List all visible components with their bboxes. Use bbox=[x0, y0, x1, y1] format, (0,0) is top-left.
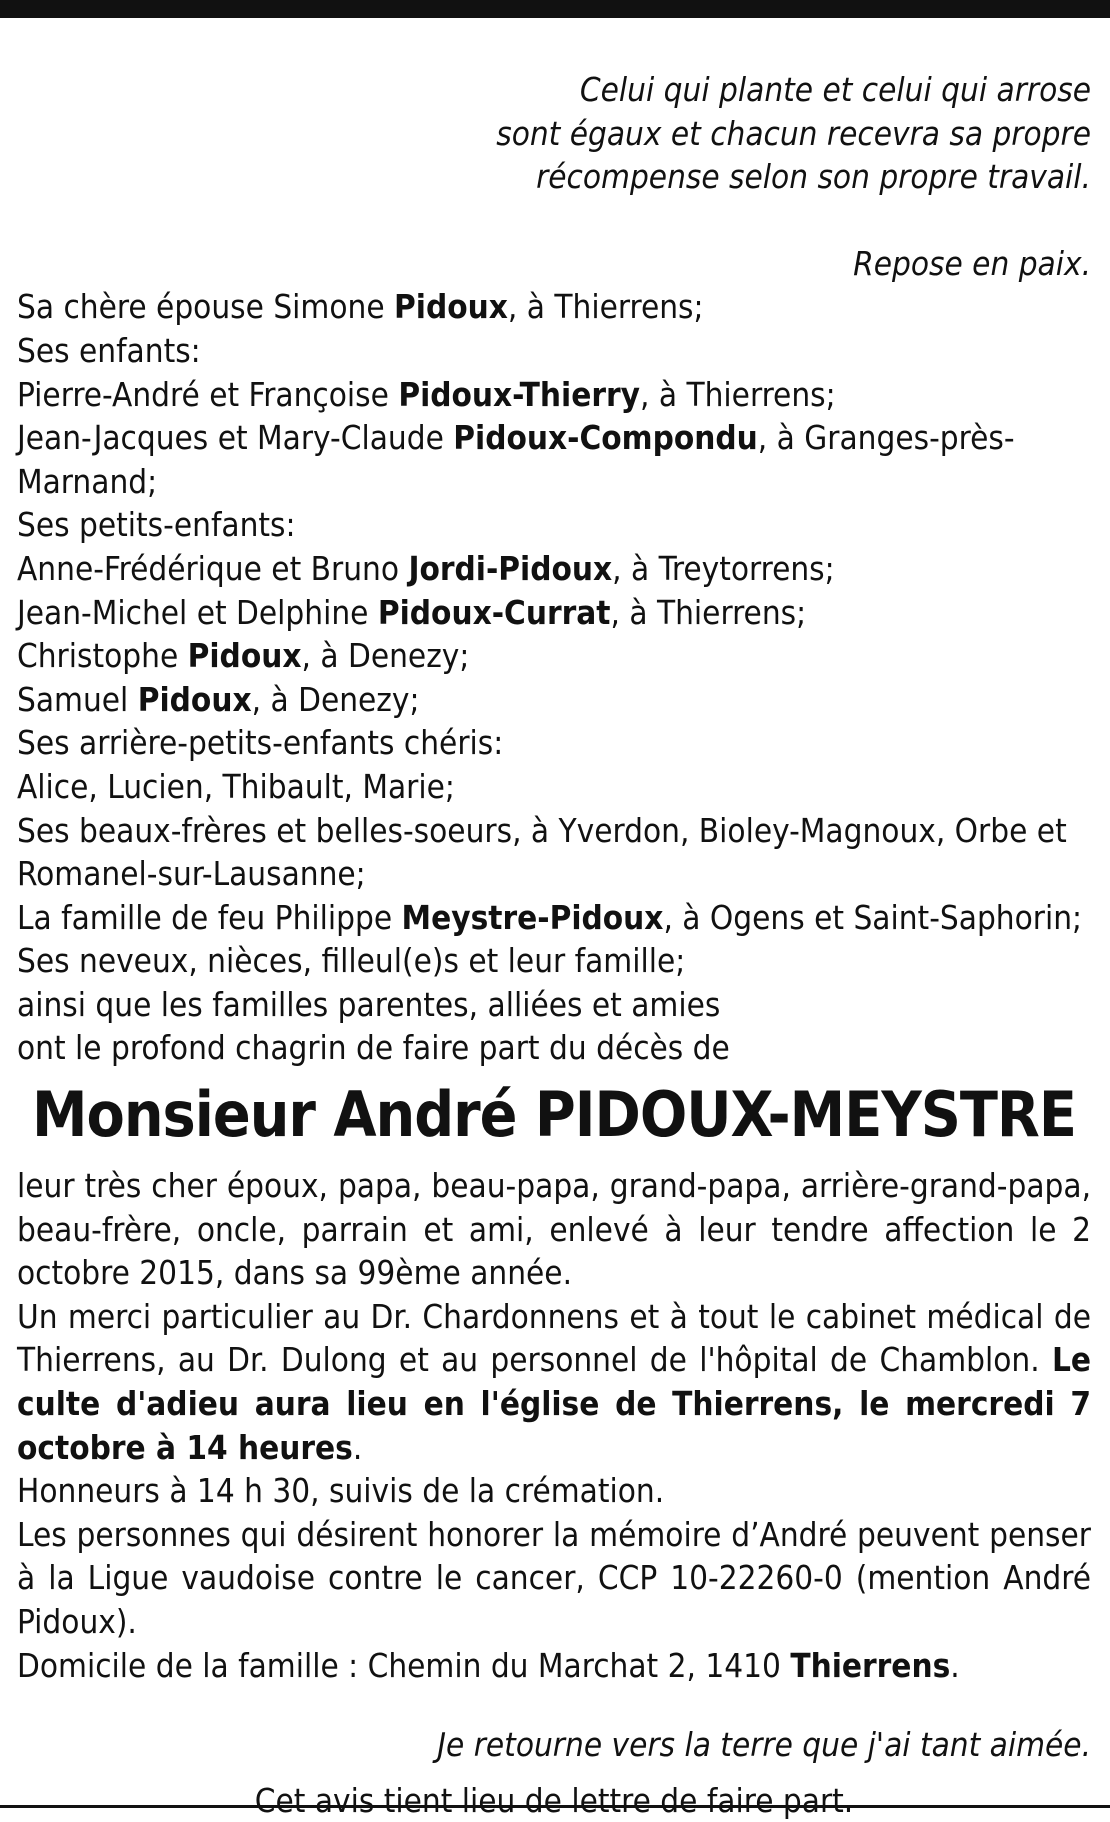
epigraph bbox=[17, 68, 1091, 285]
family-line bbox=[17, 591, 1091, 635]
epigraph-line: Celui qui plante et celui qui arrose bbox=[579, 70, 1091, 109]
service-end: . bbox=[352, 1427, 363, 1467]
family-line bbox=[17, 983, 1091, 1027]
family-surname: Pidoux-Currat bbox=[377, 592, 611, 632]
family-line bbox=[17, 416, 1091, 460]
family-list bbox=[17, 285, 1091, 1070]
family-line bbox=[17, 547, 1091, 591]
family-line bbox=[17, 896, 1091, 940]
family-surname: Meystre-Pidoux bbox=[401, 897, 664, 937]
family-line bbox=[17, 1026, 1091, 1070]
family-line bbox=[17, 939, 1091, 983]
thanks-paragraph bbox=[17, 1295, 1091, 1469]
spacer bbox=[17, 199, 1091, 242]
family-text: Anne-Frédérique et Bruno bbox=[17, 548, 409, 588]
family-place: , à Denezy; bbox=[301, 636, 470, 676]
family-text: Ses arrière-petits-enfants chéris: bbox=[17, 723, 504, 763]
rest-in-peace: Repose en paix. bbox=[853, 243, 1091, 283]
family-place: , à Thierrens; bbox=[507, 287, 704, 327]
family-text: ainsi que les familles parentes, alliées et amies bbox=[17, 984, 721, 1024]
thanks-text: Un merci particulier au Dr. Chardonnens et à tout le cabinet médical de Thierrens, au Dr. Dulong et au personnel de l'hôpital de Chamblon. bbox=[17, 1296, 1091, 1380]
family-text: Jean-Michel et Delphine bbox=[17, 592, 378, 632]
family-text: Ses petits-enfants: bbox=[17, 505, 296, 545]
family-line bbox=[17, 809, 1091, 853]
address-town: Thierrens bbox=[790, 1645, 951, 1685]
family-line bbox=[17, 678, 1091, 722]
family-surname: Jordi-Pidoux bbox=[408, 548, 613, 588]
family-text: Samuel bbox=[17, 679, 138, 719]
family-line bbox=[17, 503, 1091, 547]
family-text: Jean-Jacques et Mary-Claude bbox=[17, 418, 454, 458]
family-place: , à Granges-près- bbox=[757, 418, 1015, 458]
notice-body bbox=[17, 1164, 1091, 1687]
donations-paragraph: Les personnes qui désirent honorer la mémoire d’André peuvent penser à la Ligue vaudoise contre le cancer, CCP 10-22260-0 (mention André Pidoux). bbox=[17, 1514, 1091, 1641]
tribute-paragraph: leur très cher époux, papa, beau-papa, grand-papa, arrière-grand-papa, beau-frère, oncle, parrain et ami, enlevé à leur tendre affection le 2 octobre 2015, dans sa 99ème année. bbox=[17, 1166, 1091, 1293]
family-line bbox=[17, 765, 1091, 809]
family-place: , à Treytorrens; bbox=[612, 548, 835, 588]
closing-quote: Je retourne vers la terre que j'ai tant aimée. bbox=[437, 1725, 1091, 1765]
family-text: Ses neveux, nièces, filleul(e)s et leur famille; bbox=[17, 941, 686, 981]
family-surname: Pidoux-Thierry bbox=[398, 374, 641, 414]
family-line bbox=[17, 373, 1091, 417]
notice-footer: Cet avis tient lieu de lettre de faire part. bbox=[254, 1780, 854, 1820]
address-paragraph bbox=[17, 1644, 1091, 1688]
family-place: , à Denezy; bbox=[251, 679, 420, 719]
family-text: Romanel-sur-Lausanne; bbox=[17, 854, 366, 894]
family-line bbox=[17, 285, 1091, 329]
family-text: Sa chère épouse Simone bbox=[17, 287, 395, 327]
family-place: , à Ogens et Saint-Saphorin; bbox=[663, 897, 1083, 937]
epigraph-line: sont égaux et chacun recevra sa propre bbox=[496, 113, 1091, 153]
family-line bbox=[17, 852, 1091, 896]
family-text: Ses beaux-frères et belles-soeurs, à Yverdon, Bioley-Magnoux, Orbe et bbox=[17, 810, 1067, 850]
family-surname: Pidoux bbox=[394, 287, 508, 327]
epigraph-line: récompense selon son propre travail. bbox=[536, 157, 1091, 197]
family-text: Ses enfants: bbox=[17, 330, 201, 370]
family-text: Alice, Lucien, Thibault, Marie; bbox=[17, 766, 455, 806]
deceased-name: Monsieur André PIDOUX-MEYSTRE bbox=[31, 1078, 1076, 1152]
family-text: Pierre-André et Françoise bbox=[17, 374, 399, 414]
family-place: , à Thierrens; bbox=[610, 592, 807, 632]
family-line bbox=[17, 460, 1091, 504]
notice-content bbox=[17, 68, 1091, 1822]
family-line bbox=[17, 634, 1091, 678]
family-line bbox=[17, 721, 1091, 765]
family-text: Christophe bbox=[17, 636, 188, 676]
family-text: Marnand; bbox=[17, 461, 158, 501]
family-surname: Pidoux-Compondu bbox=[453, 418, 758, 458]
family-line bbox=[17, 329, 1091, 373]
service-announcement: Le culte d'adieu aura lieu en l'église de Thierrens, le mercredi 7 octobre à 14 heures bbox=[17, 1340, 1092, 1467]
family-surname: Pidoux bbox=[187, 636, 302, 676]
family-text: ont le profond chagrin de faire part du décès de bbox=[17, 1028, 730, 1068]
honours-paragraph: Honneurs à 14 h 30, suivis de la crémation. bbox=[17, 1471, 665, 1511]
address-text: Domicile de la famille : Chemin du Marchat 2, 1410 bbox=[17, 1645, 791, 1685]
address-end: . bbox=[950, 1645, 960, 1685]
family-place: , à Thierrens; bbox=[640, 374, 836, 414]
family-surname: Pidoux bbox=[137, 679, 252, 719]
family-text: La famille de feu Philippe bbox=[17, 897, 402, 937]
